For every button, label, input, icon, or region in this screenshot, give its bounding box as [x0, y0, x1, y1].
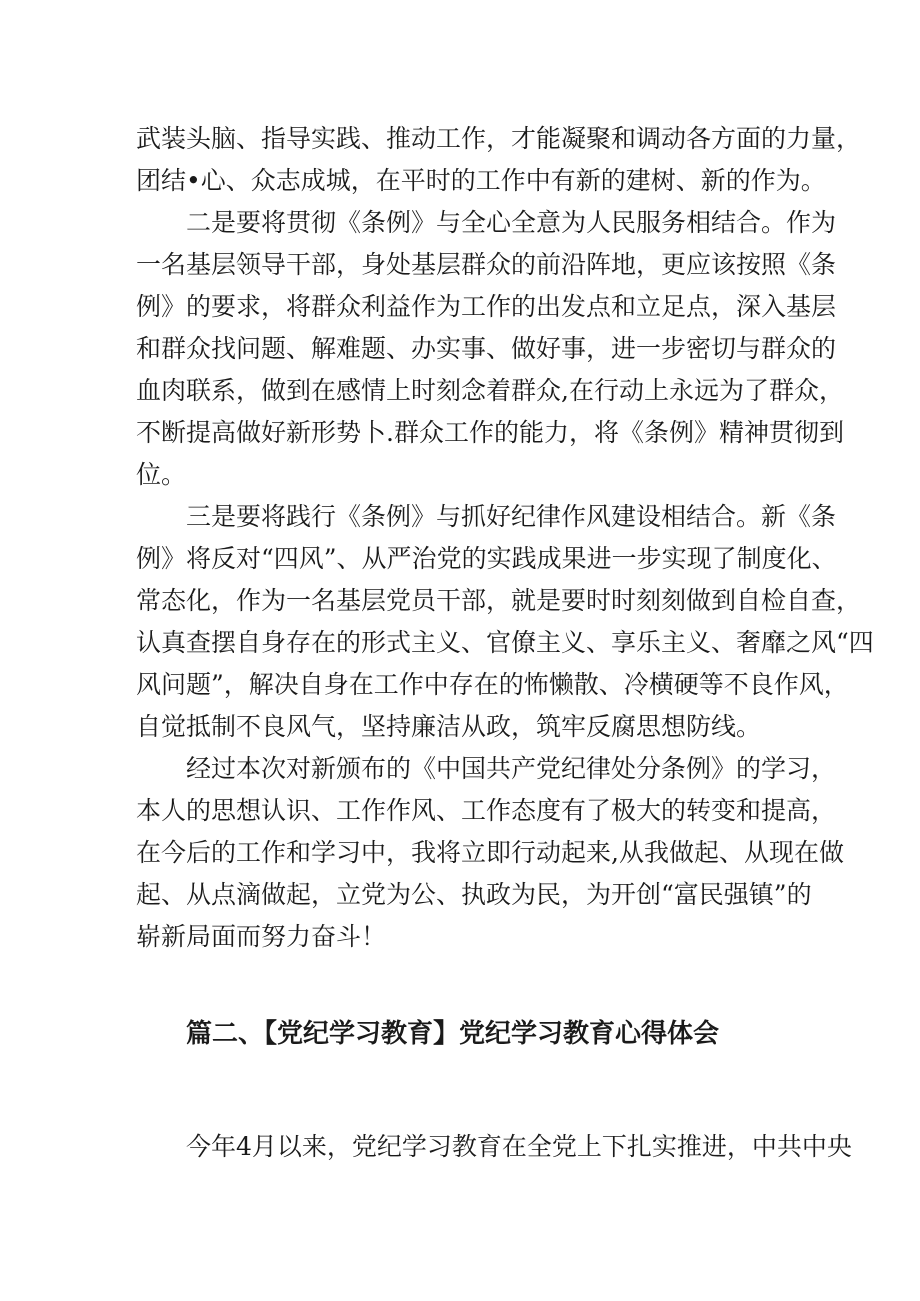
- paragraph-line: 崭新局面而努力奋斗！: [136, 922, 387, 951]
- paragraph-line: 在今后的工作和学习中，我将立即行动起来,从我做起、从现在做: [136, 838, 844, 867]
- paragraph-line: 二是要将贯彻《条例》与全心全意为人民服务相结合。作为: [186, 208, 837, 237]
- paragraph-line: 今年4月以来，党纪学习教育在全党上下扎实推进，中共中央: [186, 1132, 852, 1161]
- paragraph-line: 和群众找问题、解难题、办实事、做好事，进一步密切与群众的: [136, 334, 837, 363]
- paragraph-line: 例》将反对“四风”、从严治党的实践成果进一步实现了制度化、: [136, 544, 837, 573]
- paragraph-line: 例》的要求，将群众利益作为工作的出发点和立足点，深入基层: [136, 292, 837, 321]
- paragraph-line: 认真查摆自身存在的形式主义、官僚主义、享乐主义、奢靡之风“四: [136, 628, 874, 657]
- paragraph-line: 三是要将践行《条例》与抓好纪律作风建设相结合。新《条: [186, 502, 837, 531]
- paragraph-line: 起、从点滴做起，立党为公、执政为民，为开创“富民强镇”的: [136, 880, 812, 909]
- section-heading: 篇二、【党纪学习教育】党纪学习教育心得体会: [186, 1019, 720, 1049]
- paragraph-line: 不断提高做好新形势卜.群众工作的能力，将《条例》精神贯彻到: [136, 418, 844, 447]
- paragraph-line: 团结•心、众志成城，在平时的工作中有新的建树、新的作为。: [136, 166, 826, 195]
- paragraph-line: 位。: [136, 460, 187, 489]
- paragraph-line: 自觉抵制不良风气，坚持廉洁从政，筑牢反腐思想防线。: [136, 712, 762, 741]
- paragraph-line: 风问题”，解决自身在工作中存在的怖懒散、冷横硬等不良作风，: [136, 670, 849, 699]
- paragraph-line: 武装头脑、指导实践、推动工作，才能凝聚和调动各方面的力量，: [136, 124, 862, 153]
- paragraph-line: 经过本次对新颁布的《中国共产党纪律处分条例》的学习，: [186, 754, 837, 783]
- paragraph-line: 一名基层领导干部，身处基层群众的前沿阵地，更应该按照《条: [136, 250, 837, 279]
- paragraph-line: 常态化，作为一名基层党员干部，就是要时时刻刻做到自检自查，: [136, 586, 862, 615]
- paragraph-line: 本人的思想认识、工作作风、工作态度有了极大的转变和提高，: [136, 796, 837, 825]
- paragraph-line: 血肉联系，做到在感情上时刻念着群众,在行动上永远为了群众，: [136, 376, 844, 405]
